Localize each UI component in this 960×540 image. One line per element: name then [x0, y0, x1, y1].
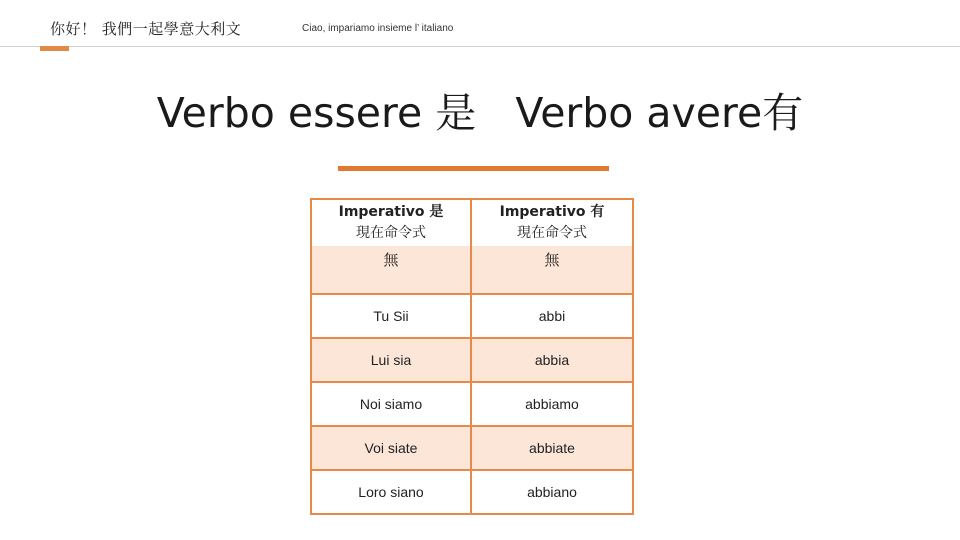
header-avere-subtitle: 現在命令式 [517, 225, 587, 241]
header-cell-avere [471, 199, 633, 246]
header-essere-title: Imperativo 是 [338, 204, 444, 220]
conjugation-table [310, 198, 634, 515]
avere-cell: abbia [471, 338, 633, 382]
avere-cell: abbi [471, 294, 633, 338]
essere-cell: Lui sia [311, 338, 471, 382]
essere-cell: Tu Sii [311, 294, 471, 338]
header-accent-bar [40, 46, 69, 51]
table-header-row [311, 199, 633, 246]
table-row [311, 338, 633, 382]
header-divider [0, 46, 960, 47]
table-header-row-2 [311, 246, 633, 294]
essere-cell: Noi siamo [311, 382, 471, 426]
page-title: Verbo essere 是 Verbo avere有 [156, 89, 804, 137]
avere-cell: abbiano [471, 470, 633, 514]
table-row [311, 382, 633, 426]
table-row [311, 426, 633, 470]
header-right-text: Ciao, impariamo insieme l’ italiano [302, 23, 454, 34]
avere-cell: abbiate [471, 426, 633, 470]
header-avere-title: Imperativo 有 [499, 204, 605, 220]
header-essere-subtitle: 現在命令式 [356, 225, 426, 241]
table-row [311, 470, 633, 514]
avere-cell: abbiamo [471, 382, 633, 426]
table-row [311, 294, 633, 338]
essere-cell: Loro siano [311, 470, 471, 514]
title-underline [338, 166, 609, 171]
header-left-text: 你好！ 我們一起學意大利文 [50, 20, 242, 38]
header-essere-note: 無 [311, 246, 471, 294]
essere-cell: Voi siate [311, 426, 471, 470]
header-cell-essere [311, 199, 471, 246]
header-avere-note: 無 [471, 246, 633, 294]
